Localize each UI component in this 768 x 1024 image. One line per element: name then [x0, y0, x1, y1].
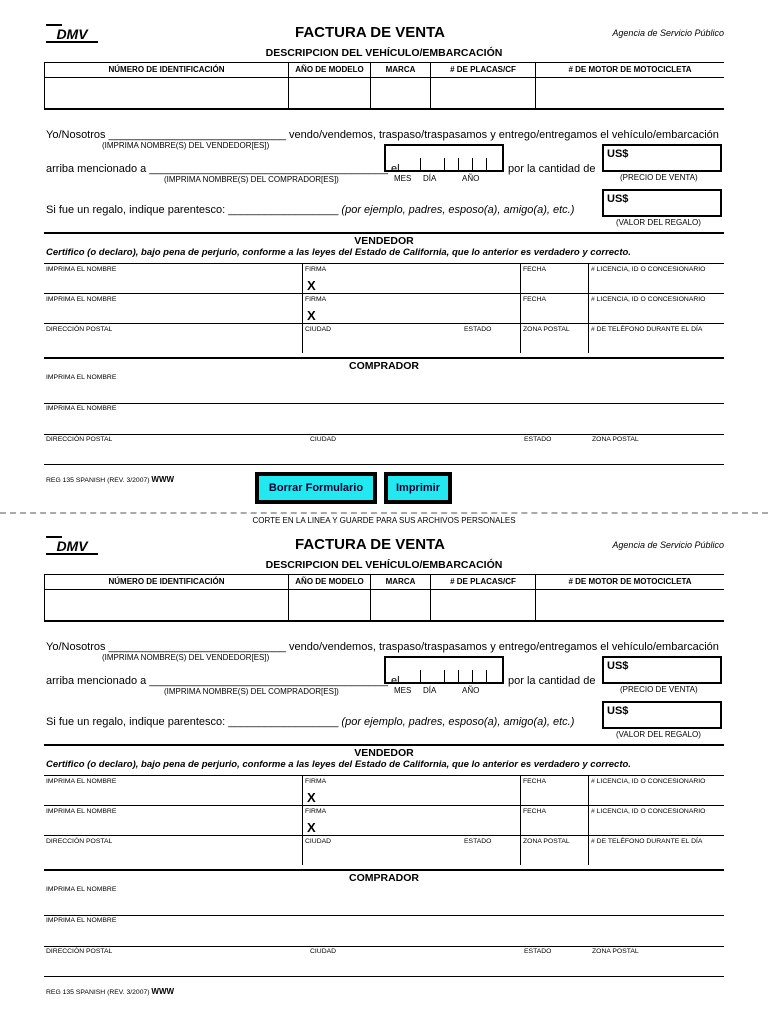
seller-license-1[interactable]: # LICENCIA, ID O CONCESIONARIO [588, 264, 724, 293]
vin-column[interactable]: NÚMERO DE IDENTIFICACIÓN [44, 575, 288, 620]
gift-relationship-field[interactable]: __________________ [228, 204, 339, 216]
seller-row-3 [44, 323, 724, 353]
cut-line-text: CORTE EN LA LINEA Y GUARDE PARA SUS ARCHIVOS PERSONALES [252, 516, 516, 525]
motorcycle-engine-column[interactable]: # DE MOTOR DE MOTOCICLETA [535, 575, 724, 620]
seller-city[interactable]: CIUDAD [302, 836, 462, 865]
vehicle-description-heading: DESCRIPCION DEL VEHÍCULO/EMBARCACIÓN [265, 559, 503, 571]
dmv-logo [46, 24, 98, 44]
buyer-print-name-1[interactable]: IMPRIMA EL NOMBRE [46, 886, 117, 893]
cut-line [0, 512, 768, 514]
seller-print-name-1[interactable]: IMPRIMA EL NOMBRE [46, 266, 117, 273]
statement-line-3: Si fue un regalo, indique parentesco: __________________ (por ejemplo, padres, esposo(a), amigo(a), etc.) [46, 716, 575, 728]
seller-date-2[interactable]: FECHA [520, 806, 588, 835]
seller-address[interactable]: DIRECCIÓN POSTAL [46, 838, 113, 845]
buyer-city[interactable]: CIUDAD [310, 948, 337, 955]
plate-column[interactable]: # DE PLACAS/CF [430, 575, 535, 620]
buyer-name-field[interactable]: _______________________________________ [149, 675, 388, 687]
seller-signature-2[interactable]: FIRMA X [302, 806, 520, 835]
seller-row-2 [44, 293, 724, 323]
sale-price-field[interactable]: US$ [602, 144, 722, 172]
seller-row-1 [44, 263, 724, 293]
print-button[interactable]: Imprimir [385, 473, 451, 503]
seller-license-1[interactable]: # LICENCIA, ID O CONCESIONARIO [588, 776, 724, 805]
svg-text:DMV: DMV [56, 26, 88, 42]
month-label: MES [394, 174, 412, 183]
plate-column[interactable]: # DE PLACAS/CF [430, 63, 535, 108]
seller-signature-2[interactable]: FIRMA X [302, 294, 520, 323]
dmv-logo [46, 536, 98, 556]
model-year-column[interactable]: AÑO DE MODELO [288, 63, 370, 108]
seller-license-2[interactable]: # LICENCIA, ID O CONCESIONARIO [588, 806, 724, 835]
sale-date-field[interactable] [384, 656, 504, 684]
make-column[interactable]: MARCA [370, 63, 430, 108]
form-title: FACTURA DE VENTA [295, 536, 445, 553]
agency-label: Agencia de Servicio Público [612, 540, 724, 550]
sale-price-label: (PRECIO DE VENTA) [620, 173, 698, 182]
sale-date-field[interactable] [384, 144, 504, 172]
seller-state[interactable]: ESTADO [464, 838, 492, 845]
motorcycle-engine-column[interactable]: # DE MOTOR DE MOTOCICLETA [535, 63, 724, 108]
buyer-name-field[interactable]: _______________________________________ [149, 163, 388, 175]
seller-print-name-2[interactable]: IMPRIMA EL NOMBRE [46, 296, 117, 303]
buyer-name-hint: (IMPRIMA NOMBRE(S) DEL COMPRADOR[ES]) [164, 687, 339, 696]
form-footer: REG 135 SPANISH (REV. 3/2007) WWW [46, 987, 175, 996]
buyer-address[interactable]: DIRECCIÓN POSTAL [46, 948, 113, 955]
gift-value-label: (VALOR DEL REGALO) [616, 730, 701, 739]
buyer-address[interactable]: DIRECCIÓN POSTAL [46, 436, 113, 443]
seller-date-1[interactable]: FECHA [520, 776, 588, 805]
statement-line-2: arriba mencionado a _______________________________________ el [46, 163, 400, 175]
seller-city[interactable]: CIUDAD [302, 324, 462, 353]
sale-price-label: (PRECIO DE VENTA) [620, 685, 698, 694]
vin-column[interactable]: NÚMERO DE IDENTIFICACIÓN [44, 63, 288, 108]
buyer-zip[interactable]: ZONA POSTAL [592, 436, 639, 443]
seller-print-name-2[interactable]: IMPRIMA EL NOMBRE [46, 808, 117, 815]
make-column[interactable]: MARCA [370, 575, 430, 620]
bill-of-sale-form-upper [0, 18, 768, 498]
seller-phone[interactable]: # DE TELÉFONO DURANTE EL DÍA [588, 324, 724, 353]
amount-text: por la cantidad de [508, 675, 596, 687]
seller-state[interactable]: ESTADO [464, 326, 492, 333]
buyer-print-name-1[interactable]: IMPRIMA EL NOMBRE [46, 374, 117, 381]
day-label: DÍA [423, 174, 437, 183]
buyer-city[interactable]: CIUDAD [310, 436, 337, 443]
seller-row-1 [44, 775, 724, 805]
seller-zip[interactable]: ZONA POSTAL [520, 324, 588, 353]
seller-signature-1[interactable]: FIRMA X [302, 264, 520, 293]
statement-line-2: arriba mencionado a _______________________________________ el [46, 675, 400, 687]
form-footer: REG 135 SPANISH (REV. 3/2007) WWW [46, 475, 175, 484]
vehicle-table [44, 574, 724, 622]
seller-section-heading: VENDEDOR [44, 744, 724, 759]
statement-line-1: Yo/Nosotros _____________________________ vendo/vendemos, traspaso/traspasamos y entrego/entregamos el vehículo/embarcación [46, 129, 719, 141]
agency-label: Agencia de Servicio Público [612, 28, 724, 38]
model-year-column[interactable]: AÑO DE MODELO [288, 575, 370, 620]
sale-price-field[interactable]: US$ [602, 656, 722, 684]
svg-text:DMV: DMV [56, 538, 88, 554]
seller-phone[interactable]: # DE TELÉFONO DURANTE EL DÍA [588, 836, 724, 865]
seller-date-2[interactable]: FECHA [520, 294, 588, 323]
buyer-zip[interactable]: ZONA POSTAL [592, 948, 639, 955]
seller-name-field[interactable]: _____________________________ [108, 129, 286, 141]
bill-of-sale-form-lower [0, 530, 768, 1010]
buyer-state[interactable]: ESTADO [524, 436, 552, 443]
buyer-state[interactable]: ESTADO [524, 948, 552, 955]
gift-relationship-field[interactable]: __________________ [228, 716, 339, 728]
gift-value-field[interactable]: US$ [602, 189, 722, 217]
seller-name-hint: (IMPRIMA NOMBRE(S) DEL VENDEDOR[ES]) [102, 141, 270, 150]
seller-row-2 [44, 805, 724, 835]
clear-form-button[interactable]: Borrar Formulario [256, 473, 376, 503]
month-label: MES [394, 686, 412, 695]
seller-date-1[interactable]: FECHA [520, 264, 588, 293]
year-label: AÑO [462, 686, 480, 695]
buyer-print-name-2[interactable]: IMPRIMA EL NOMBRE [46, 917, 117, 924]
seller-signature-1[interactable]: FIRMA X [302, 776, 520, 805]
buyer-name-hint: (IMPRIMA NOMBRE(S) DEL COMPRADOR[ES]) [164, 175, 339, 184]
seller-name-hint: (IMPRIMA NOMBRE(S) DEL VENDEDOR[ES]) [102, 653, 270, 662]
seller-license-2[interactable]: # LICENCIA, ID O CONCESIONARIO [588, 294, 724, 323]
buyer-print-name-2[interactable]: IMPRIMA EL NOMBRE [46, 405, 117, 412]
statement-line-1: Yo/Nosotros _____________________________ vendo/vendemos, traspaso/traspasamos y entrego/entregamos el vehículo/embarcación [46, 641, 719, 653]
day-label: DÍA [423, 686, 437, 695]
seller-row-3 [44, 835, 724, 865]
statement-line-3: Si fue un regalo, indique parentesco: __________________ (por ejemplo, padres, esposo(a), amigo(a), etc.) [46, 204, 575, 216]
year-label: AÑO [462, 174, 480, 183]
buyer-section-heading: COMPRADOR [44, 869, 724, 884]
certification-text: Certifico (o declaro), bajo pena de perjurio, conforme a las leyes del Estado de California, que lo anterior es verdadero y correcto. [46, 759, 631, 770]
seller-print-name-1[interactable]: IMPRIMA EL NOMBRE [46, 778, 117, 785]
gift-value-label: (VALOR DEL REGALO) [616, 218, 701, 227]
seller-name-field[interactable]: _____________________________ [108, 641, 286, 653]
seller-section-heading: VENDEDOR [44, 232, 724, 247]
certification-text: Certifico (o declaro), bajo pena de perjurio, conforme a las leyes del Estado de California, que lo anterior es verdadero y correcto. [46, 247, 631, 258]
seller-address[interactable]: DIRECCIÓN POSTAL [46, 326, 113, 333]
gift-value-field[interactable]: US$ [602, 701, 722, 729]
vehicle-table [44, 62, 724, 110]
vehicle-description-heading: DESCRIPCION DEL VEHÍCULO/EMBARCACIÓN [265, 47, 503, 59]
form-title: FACTURA DE VENTA [295, 24, 445, 41]
buyer-section-heading: COMPRADOR [44, 357, 724, 372]
amount-text: por la cantidad de [508, 163, 596, 175]
seller-zip[interactable]: ZONA POSTAL [520, 836, 588, 865]
